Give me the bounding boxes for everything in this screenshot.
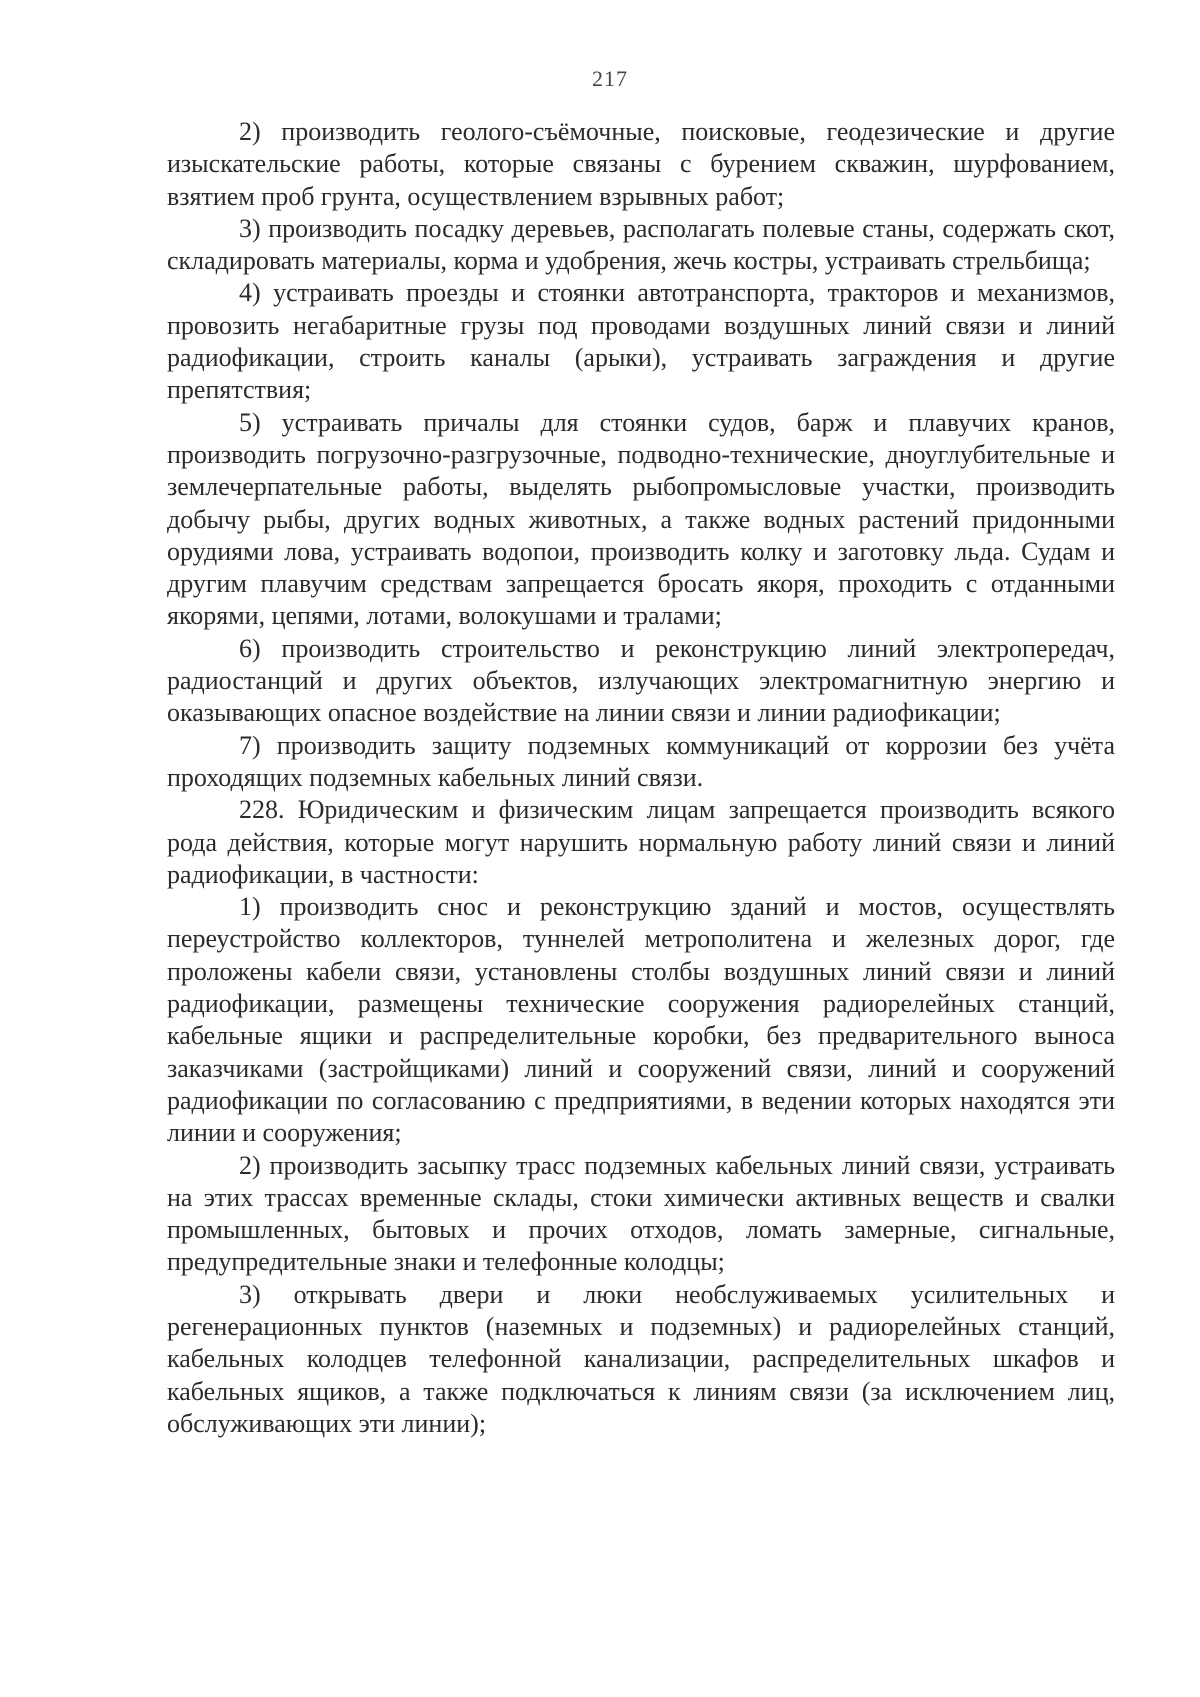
paragraph-section-228: 228. Юридическим и физическим лицам запрещается производить всякого рода действия, которые могут нарушить нормальную работу линий связи и линий радиофикации, в частности: (167, 795, 1115, 889)
document-body (167, 116, 1115, 1440)
paragraph-item-1-demolition: 1) производить снос и реконструкцию зданий и мостов, осуществлять переустройство коллекторов, туннелей метрополитена и железных дорог, где проложены кабели связи, установлены столбы воздушных линий связи и линий радиофикации, размещены технические сооружения радиорелейных станций, кабельные ящики и распределительные коробки, без предварительного выноса заказчиками (застройщиками) линий и сооружений связи, линий и сооружений радиофикации по согласованию с предприятиями, в ведении которых находятся эти линии и сооружения; (167, 892, 1115, 1148)
paragraph-item-5-moorings: 5) устраивать причалы для стоянки судов, барж и плавучих кранов, производить погрузочно-разгрузочные, подводно-технические, дноуглубительные и землечерпательные работы, выделять рыбопромысловые участки, производить добычу рыбы, других водных животных, а также водных растений придонными орудиями лова, устраивать водопои, производить колку и заготовку льда. Судам и другим плавучим средствам запрещается бросать якоря, проходить с отданными якорями, цепями, лотами, волокушами и тралами; (167, 407, 1115, 631)
paragraph-item-2-backfill: 2) производить засыпку трасс подземных кабельных линий связи, устраивать на этих трассах временные склады, стоки химически активных веществ и свалки промышленных, бытовых и прочих отходов, ломать замерные, сигнальные, предупредительные знаки и телефонные колодцы; (167, 1150, 1115, 1277)
paragraph-item-7-corrosion: 7) производить защиту подземных коммуникаций от коррозии без учёта проходящих подземных кабельных линий связи. (167, 730, 1115, 792)
paragraph-item-6-power-lines: 6) производить строительство и реконструкцию линий электропередач, радиостанций и других объектов, излучающих электромагнитную энергию и оказывающих опасное воздействие на линии связи и линии радиофикации; (167, 633, 1115, 728)
paragraph-item-3-planting: 3) производить посадку деревьев, располагать полевые станы, содержать скот, складировать материалы, корма и удобрения, жечь костры, устраивать стрельбища; (167, 213, 1115, 276)
paragraph-item-3-hatches: 3) открывать двери и люки необслуживаемых усилительных и регенерационных пунктов (наземных и подземных) и радиорелейных станций, кабельных колодцев телефонной канализации, распределительных шкафов и кабельных ящиков, а также подключаться к линиям связи (за исключением лиц, обслуживающих эти линии); (167, 1279, 1115, 1438)
page-number: 217 (592, 66, 628, 91)
paragraph-item-2-survey-works: 2) производить геолого-съёмочные, поисковые, геодезические и другие изыскательские работы, которые связаны с бурением скважин, шурфованием, взятием проб грунта, осуществлением взрывных работ; (167, 117, 1115, 211)
paragraph-item-4-driveways: 4) устраивать проезды и стоянки автотранспорта, тракторов и механизмов, провозить негабаритные грузы под проводами воздушных линий связи и линий радиофикации, строить каналы (арыки), устраивать заграждения и другие препятствия; (167, 278, 1115, 405)
